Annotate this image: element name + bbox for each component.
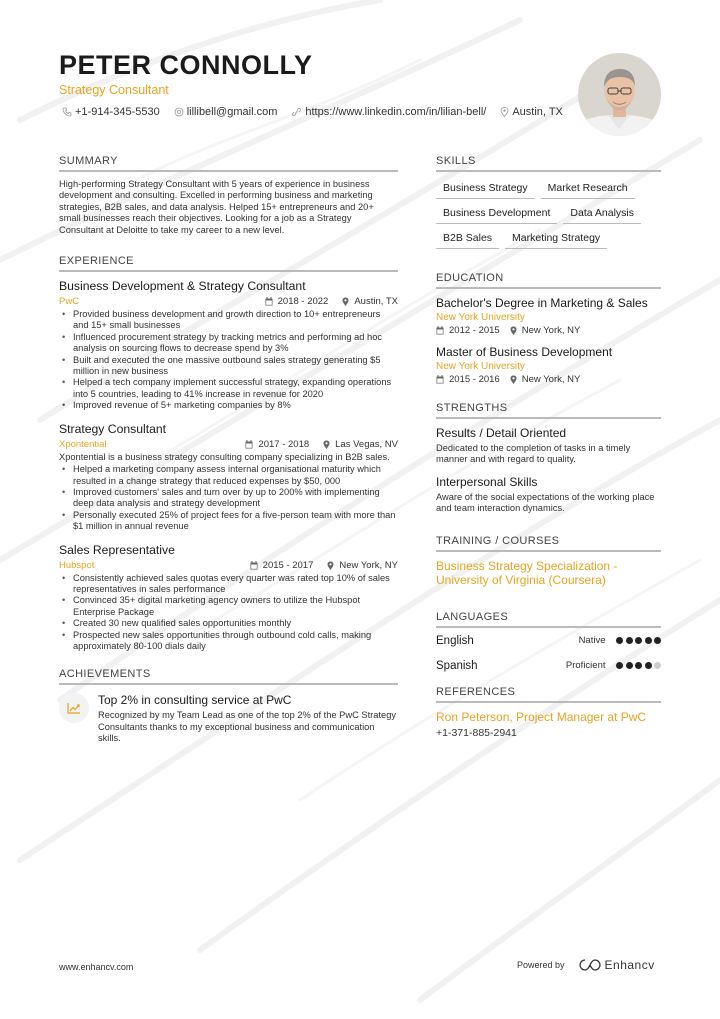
- enhancv-logo-icon: [579, 959, 601, 971]
- bullet-item: • Improved customers' sales and turn over by up to 200% with implementing deep data analysis and strategy development: [59, 487, 398, 510]
- experience-title: EXPERIENCE: [59, 255, 398, 272]
- rating-dot: [616, 662, 623, 669]
- location-pin-icon: [323, 440, 330, 449]
- at-icon: [174, 107, 184, 117]
- location-pin-icon: [342, 297, 349, 306]
- candidate-name: PETER CONNOLLY: [59, 50, 313, 80]
- job-company: Xpontential: [59, 438, 107, 450]
- language-item: [436, 635, 661, 647]
- achievements-section: [59, 668, 398, 744]
- job-bullets: [59, 573, 398, 653]
- bullet-item: • Helped a tech company implement successful strategy, expanding operations into 5 countries, leading to 41% increase in revenue for 2020: [59, 377, 398, 400]
- rating-dot: [654, 662, 661, 669]
- location-pin-icon: [500, 107, 509, 117]
- education-entry: [436, 296, 661, 336]
- contact-email[interactable]: [174, 106, 278, 118]
- linkedin-text: https://www.linkedin.com/in/lilian-bell/: [305, 106, 487, 118]
- rating-dot: [626, 637, 633, 644]
- job-entry: [59, 279, 398, 412]
- bullet-item: • Personally executed 25% of project fees for a five-person team with more than $1 million in annual revenue: [59, 510, 398, 533]
- strength-item: [436, 475, 661, 515]
- candidate-role: Strategy Consultant: [59, 83, 169, 97]
- education-dates: 2015 - 2016: [436, 374, 500, 385]
- education-dates: 2012 - 2015: [436, 325, 500, 336]
- job-dates: 2015 - 2017: [250, 560, 314, 571]
- location-pin-icon: [510, 375, 517, 384]
- contact-location: [500, 106, 563, 118]
- job-bullets: [59, 309, 398, 412]
- strength-description: Aware of the social expectations of the working place and team interaction dynamics.: [436, 491, 655, 514]
- job-company: Hubspot: [59, 559, 95, 571]
- skill-tag: Business Development: [436, 204, 557, 224]
- education-title: EDUCATION: [436, 272, 661, 289]
- contact-phone[interactable]: [62, 106, 160, 118]
- rating-dot: [645, 662, 652, 669]
- language-rating: [614, 662, 662, 669]
- job-location: Las Vegas, NV: [323, 439, 398, 450]
- course-item: Business Strategy Specialization - University of Virginia (Coursera): [436, 558, 618, 587]
- references-section: [436, 686, 661, 739]
- language-rating: [614, 637, 662, 644]
- rating-dot: [654, 637, 661, 644]
- strength-title: Results / Detail Oriented: [436, 426, 567, 440]
- rating-dot: [645, 637, 652, 644]
- bullet-item: • Helped a marketing company assess internal organisational maturity which resulted in a change strategy that reduced expenses by $50, 000: [59, 464, 398, 487]
- training-section: [436, 535, 661, 587]
- calendar-icon: [436, 326, 444, 335]
- bullet-item: • Improved revenue of 5+ marketing companies by 8%: [59, 400, 398, 411]
- job-meta: [59, 439, 398, 450]
- strengths-title: STRENGTHS: [436, 402, 661, 419]
- location-pin-icon: [327, 561, 334, 570]
- languages-title: LANGUAGES: [436, 611, 661, 628]
- language-level: Native: [578, 635, 606, 647]
- job-location: Austin, TX: [342, 296, 398, 307]
- language-item: [436, 660, 661, 672]
- education-degree: Bachelor's Degree in Marketing & Sales: [436, 296, 648, 310]
- rating-dot: [616, 637, 623, 644]
- skill-tag: Business Strategy: [436, 179, 535, 199]
- strength-description: Dedicated to the completion of tasks in a timely manner and with regard to quality.: [436, 443, 631, 465]
- job-entry: [59, 422, 398, 533]
- job-dates: 2017 - 2018: [245, 439, 309, 450]
- strength-title: Interpersonal Skills: [436, 474, 538, 489]
- education-entry: [436, 345, 661, 385]
- phone-icon: [62, 107, 72, 117]
- strength-item: [436, 426, 661, 466]
- achievements-title: ACHIEVEMENTS: [59, 668, 398, 685]
- calendar-icon: [436, 375, 444, 384]
- reference-name: Ron Peterson, Project Manager at PwC: [436, 709, 647, 724]
- languages-section: [436, 611, 661, 672]
- email-text: lillibell@gmail.com: [186, 106, 278, 118]
- language-level: Proficient: [565, 660, 606, 672]
- job-bullets: [59, 464, 398, 532]
- location-pin-icon: [510, 326, 517, 335]
- references-title: REFERENCES: [436, 686, 661, 703]
- job-dates: 2018 - 2022: [265, 296, 329, 307]
- skill-tag: Data Analysis: [563, 204, 641, 224]
- rating-dot: [635, 662, 642, 669]
- job-meta: [59, 560, 398, 571]
- bullet-item: • Consistently achieved sales quotas every quarter was rated top 10% of sales representatives in sales performance: [59, 573, 398, 596]
- right-column: [436, 155, 661, 739]
- powered-by-label: Powered by: [517, 960, 565, 970]
- education-location: New York, NY: [510, 374, 581, 385]
- job-title: Business Development & Strategy Consultant: [59, 279, 306, 294]
- bullet-item: • Built and executed the one massive outbound sales strategy generating $5 million in new business: [59, 355, 398, 378]
- summary-text: High-performing Strategy Consultant with 5 years of experience in business development and consulting. Excelled in performing business and marketing strategies, B2B sales, and data analysis. Helped 15+ entrepreneurs and 20+ small businesses reach their objectives. Looking for a job as a Strategy Consultant at Deloitte to take my career to a new level.: [59, 179, 374, 235]
- footer-brand: [517, 958, 655, 972]
- education-location: New York, NY: [510, 325, 581, 336]
- education-section: [436, 272, 661, 385]
- enhancv-logo[interactable]: [579, 958, 655, 972]
- bullet-item: • Prospected new sales opportunities through outbound cold calls, making approximately 80-100 dials daily: [59, 630, 398, 653]
- job-title: Sales Representative: [59, 542, 175, 557]
- calendar-icon: [265, 297, 273, 306]
- language-name: Spanish: [436, 659, 478, 672]
- calendar-icon: [245, 440, 253, 449]
- job-description: Xpontential is a business strategy consulting company specializing in B2B sales.: [59, 451, 390, 462]
- skills-section: [436, 155, 661, 254]
- bullet-item: • Created 30 new qualified sales opportunities monthly: [59, 618, 398, 629]
- skill-tag: Marketing Strategy: [505, 229, 607, 249]
- resume-header: [59, 50, 579, 97]
- skill-tag: Market Research: [541, 179, 635, 199]
- skills-list: [436, 179, 661, 254]
- reference-phone: +1-371-885-2941: [436, 726, 517, 739]
- education-school: New York University: [436, 361, 525, 372]
- summary-title: SUMMARY: [59, 155, 398, 172]
- language-name: English: [436, 634, 474, 647]
- location-text: Austin, TX: [512, 106, 563, 118]
- rating-dot: [635, 637, 642, 644]
- skills-title: SKILLS: [436, 155, 661, 172]
- rating-dot: [626, 662, 633, 669]
- job-meta: [59, 296, 398, 307]
- education-school: New York University: [436, 312, 525, 323]
- achievement-item: [59, 693, 398, 744]
- calendar-icon: [250, 561, 258, 570]
- footer-website[interactable]: www.enhancv.com: [59, 962, 134, 972]
- growth-chart-icon: [59, 693, 89, 723]
- brand-name: Enhancv: [604, 958, 655, 972]
- left-column: [59, 155, 398, 745]
- achievement-description: Recognized by my Team Lead as one of the top 2% of the PwC Strategy Consultants thanks to my exceptional business and communication skills.: [98, 710, 397, 744]
- experience-section: [59, 255, 398, 652]
- skill-tag: B2B Sales: [436, 229, 499, 249]
- job-company: PwC: [59, 296, 80, 308]
- job-entry: [59, 543, 398, 653]
- education-degree: Master of Business Development: [436, 345, 613, 359]
- bullet-item: • Influenced procurement strategy by tracking metrics and performing ad hoc analysis on sourcing flows to decrease spend by 3%: [59, 332, 398, 355]
- strengths-section: [436, 402, 661, 515]
- achievement-title: Top 2% in consulting service at PwC: [98, 693, 292, 708]
- training-title: TRAINING / COURSES: [436, 535, 661, 552]
- link-icon: [291, 107, 302, 117]
- bullet-item: • Provided business development and growth direction to 10+ entrepreneurs and 15+ small businesses: [59, 309, 398, 332]
- bullet-item: • Convinced 35+ digital marketing agency owners to utilize the Hubspot Enterprise Package: [59, 595, 398, 618]
- contact-linkedin[interactable]: [291, 106, 486, 118]
- summary-section: [59, 155, 398, 236]
- profile-photo: [578, 53, 661, 136]
- contact-row: [62, 106, 577, 118]
- job-title: Strategy Consultant: [59, 421, 167, 436]
- phone-text: +1-914-345-5530: [75, 106, 160, 118]
- job-location: New York, NY: [327, 560, 398, 571]
